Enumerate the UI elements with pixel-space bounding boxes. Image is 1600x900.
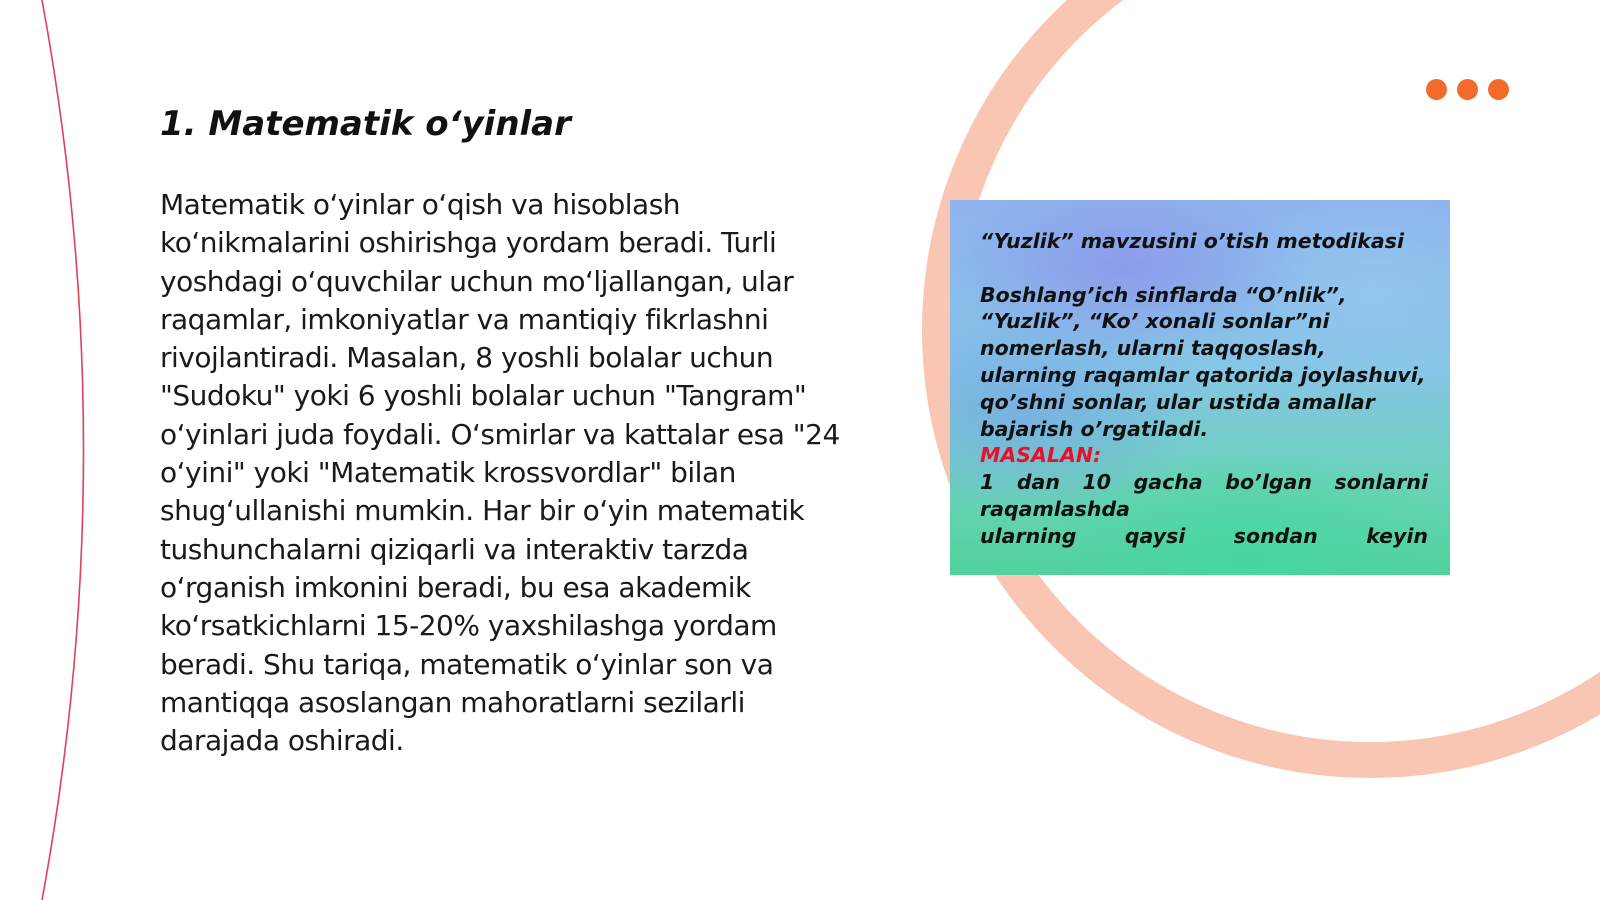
card-example-label: MASALAN: xyxy=(980,443,1102,468)
slide-title: 1. Matematik o‘yinlar xyxy=(160,104,571,144)
left-edge-curve xyxy=(42,0,84,900)
dot-icon xyxy=(1426,79,1447,100)
dot-icon xyxy=(1488,79,1509,100)
methodology-image-text xyxy=(980,228,1428,550)
card-example-line-1: 1 dan 10 gacha bo’lgan sonlarni raqamlashda xyxy=(980,470,1428,521)
methodology-image xyxy=(950,200,1450,575)
card-paragraph: Boshlang’ich sinflarda “O’nlik”, “Yuzlik”, “Ko’ xonali sonlar”ni nomerlash, ularni taqqoslash, ularning raqamlar qatorida joylashuvi, qo’shni sonlar, ular ustida amallar bajarish o’rgatiladi. xyxy=(980,282,1426,441)
card-heading: “Yuzlik” mavzusini o’tish metodikasi xyxy=(980,229,1404,253)
more-dots-icon xyxy=(1426,79,1509,100)
dot-icon xyxy=(1457,79,1478,100)
slide-body-text: Matematik o‘yinlar o‘qish va hisoblash ko‘nikmalarini oshirishga yordam beradi. Turli yoshdagi o‘quvchilar uchun mo‘ljallangan, ular raqamlar, imkoniyatlar va mantiqiy fikrlashni rivojlantiradi. Masalan, 8 yoshli bolalar uchun "Sudoku" yoki 6 yoshli bolalar uchun "Tangram" o‘yinlari juda foydali. O‘smirlar va kattalar esa "24 o‘yini" yoki "Matematik krossvordlar" bilan shug‘ullanishi mumkin. Har bir o‘yin matematik tushunchalarni qiziqarli va interaktiv tarzda o‘rganish imkonini beradi, bu esa akademik ko‘rsatkichlarni 15-20% yaxshilashga yordam beradi. Shu tariqa, matematik o‘yinlar son va mantiqqa asoslangan mahoratlarni sezilarli darajada oshiradi. xyxy=(160,188,840,758)
card-example-line-2: ularning qaysi sondan keyin xyxy=(980,523,1428,548)
